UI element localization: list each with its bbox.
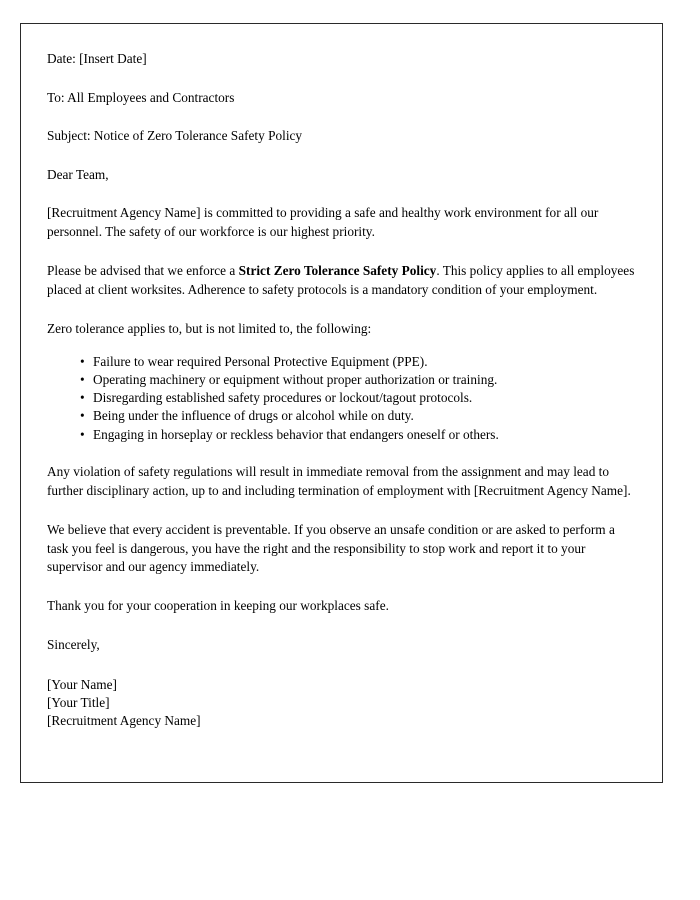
list-item bbox=[80, 353, 653, 370]
signature-title: [Your Title] bbox=[47, 695, 110, 711]
letter-recipient-line: To: All Employees and Contractors bbox=[47, 89, 235, 105]
violations-list-intro: Zero tolerance applies to, but is not limited to, the following: bbox=[47, 320, 372, 336]
signature-organization: [Recruitment Agency Name] bbox=[47, 713, 201, 729]
paragraph-commitment: [Recruitment Agency Name] is committed to providing a safe and healthy work environment for all our personnel. The safety of our workforce is our highest priority. bbox=[47, 205, 599, 240]
letter-closing: Sincerely, bbox=[47, 637, 100, 653]
paragraph-policy-notice bbox=[47, 262, 635, 300]
bullet-icon: • bbox=[80, 390, 85, 406]
letter-date-line: Date: [Insert Date] bbox=[47, 51, 147, 66]
bullet-icon: • bbox=[80, 371, 85, 387]
list-item bbox=[80, 389, 653, 406]
paragraph-thank-you: Thank you for your cooperation in keeping our workplaces safe. bbox=[47, 598, 389, 614]
letter-subject-line: Subject: Notice of Zero Tolerance Safety Policy bbox=[47, 128, 303, 144]
list-item-label: Engaging in horseplay or reckless behavior that endangers oneself or others. bbox=[93, 426, 499, 442]
signature-name: [Your Name] bbox=[47, 676, 117, 692]
policy-text-before-bold: Please be advised that we enforce a bbox=[47, 262, 239, 278]
list-item-label: Being under the influence of drugs or alcohol while on duty. bbox=[93, 408, 414, 424]
bullet-icon: • bbox=[80, 426, 85, 442]
list-item-label: Disregarding established safety procedures or lockout/tagout protocols. bbox=[93, 390, 473, 406]
list-item bbox=[80, 407, 653, 424]
list-item bbox=[80, 426, 653, 443]
policy-name-emphasis: Strict Zero Tolerance Safety Policy bbox=[238, 262, 437, 278]
bullet-icon: • bbox=[80, 408, 85, 424]
document-page bbox=[20, 23, 663, 783]
violations-list bbox=[47, 353, 650, 443]
bullet-icon: • bbox=[80, 353, 85, 369]
list-item-label: Operating machinery or equipment without proper authorization or training. bbox=[93, 371, 498, 387]
letter-salutation: Dear Team, bbox=[47, 166, 109, 182]
paragraph-stop-work-authority: We believe that every accident is preventable. If you observe an unsafe condition or are asked to perform a task you feel is dangerous, you have the right and the responsibility to stop work and report it to your supervisor and our agency immediately. bbox=[47, 521, 615, 575]
document-body bbox=[21, 24, 662, 731]
list-item-label: Failure to wear required Personal Protective Equipment (PPE). bbox=[93, 353, 428, 369]
paragraph-consequences: Any violation of safety regulations will result in immediate removal from the assignment and may lead to further disciplinary action, up to and including termination of employment with [Recruitment Agency Name]. bbox=[47, 463, 631, 498]
signature-block bbox=[47, 676, 650, 731]
policy-text-after-bold: . This policy applies to all employees placed at client worksites. Adherence to safety protocols is a mandatory condition of your employment. bbox=[47, 262, 635, 297]
list-item bbox=[80, 371, 653, 388]
